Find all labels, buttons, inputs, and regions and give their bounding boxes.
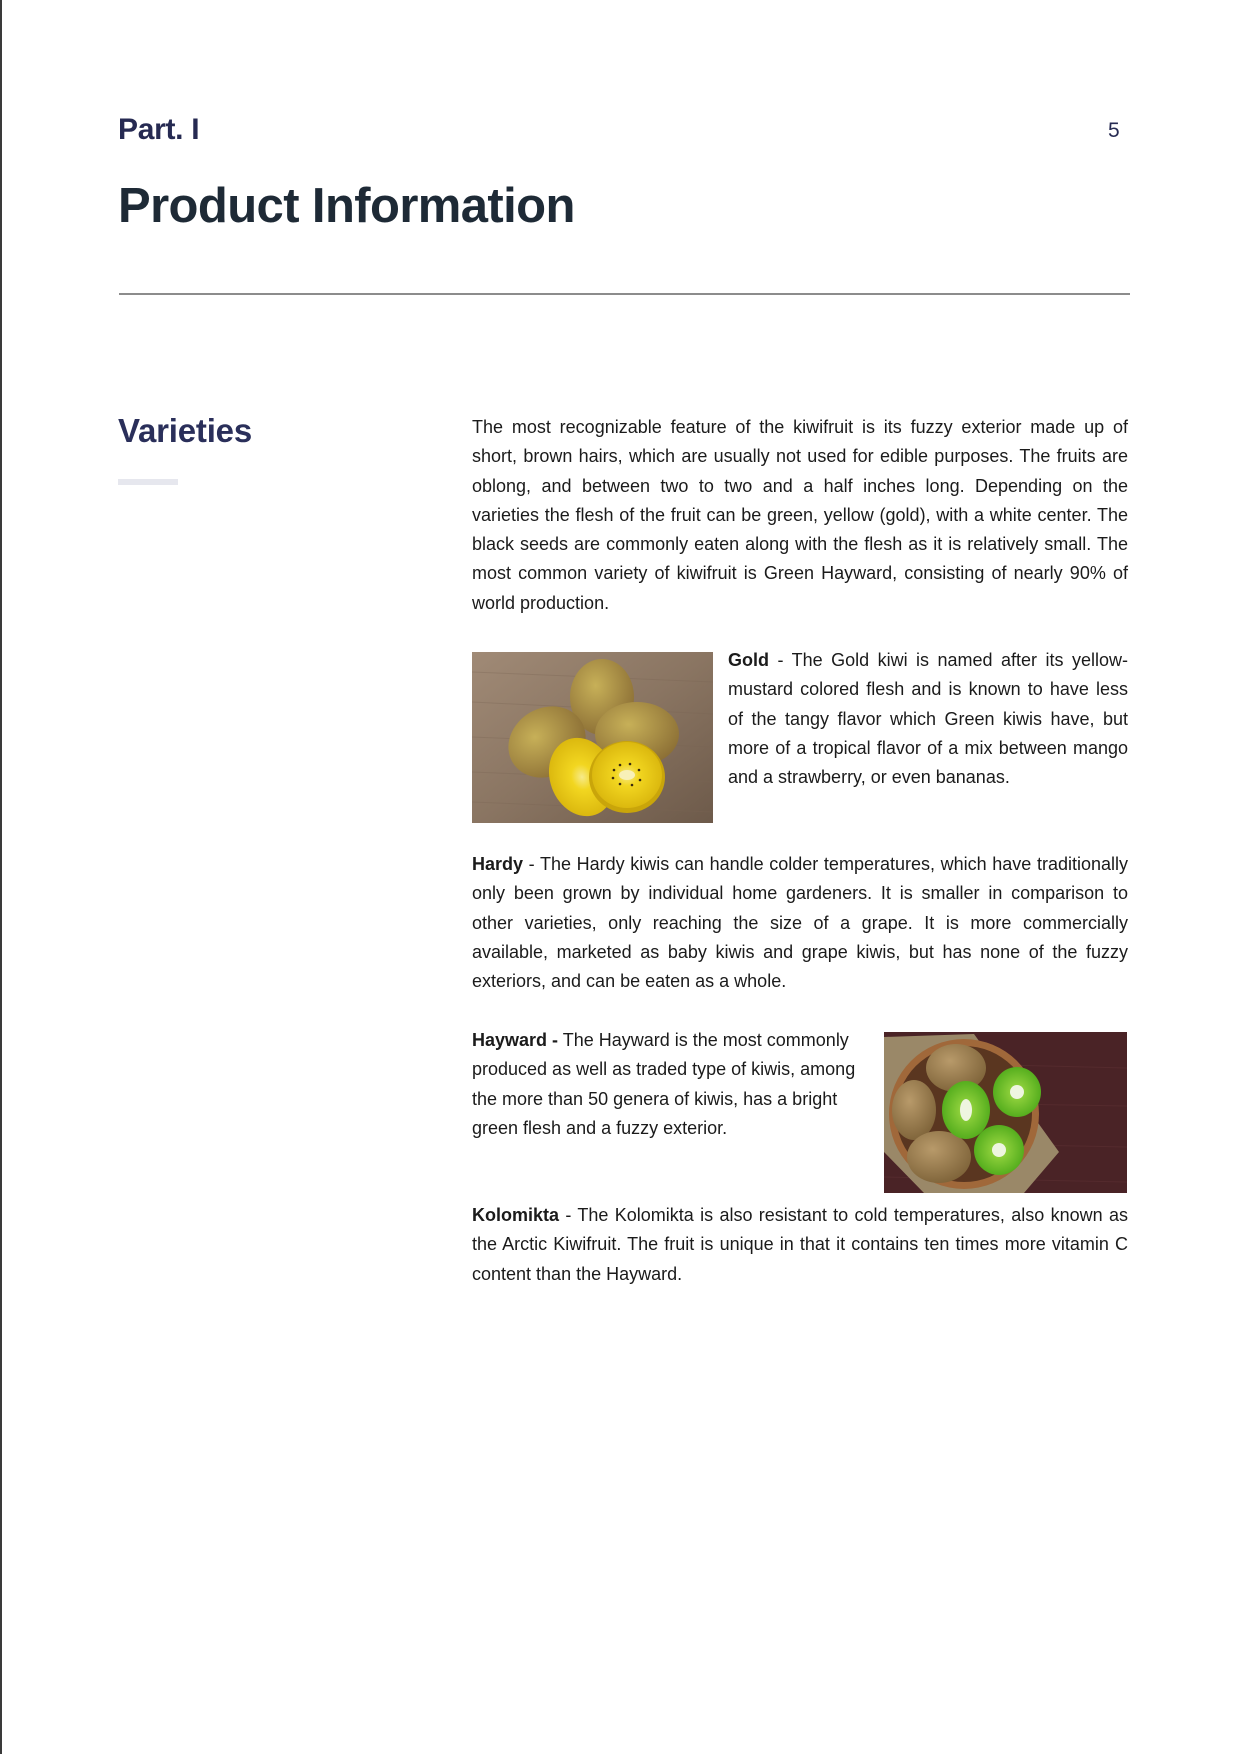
page-edge — [0, 0, 2, 1754]
intro-paragraph: The most recognizable feature of the kiwifruit is its fuzzy exterior made up of short, brown hairs, which are usually not used for edible purposes. The fruits are oblong, and between two to two and a half inches long. Depending on the varieties the flesh of the fruit can be green, yellow (gold), with a white center. The black seeds are commonly eaten along with the flesh as it is relatively small. The most common variety of kiwifruit is Green Hayward, consisting of nearly 90% of world production. — [472, 417, 1128, 613]
variety-hayward — [472, 1026, 872, 1143]
section-title: Varieties — [118, 412, 252, 449]
variety-name: Kolomikta — [472, 1205, 560, 1225]
variety-description: The Gold kiwi is named after its yellow-mustard colored flesh and is known to have less of the tangy flavor which Green kiwis have, but more of a tropical flavor of a mix between mango and a strawberry, or even bananas. — [728, 650, 1128, 788]
variety-kolomikta: Kolomikta - The Kolomikta is also resistant to cold temperatures, also known as the Arctic Kiwifruit. The fruit is unique in that it contains ten times more vitamin C content than the Hayward. — [472, 1205, 1129, 1284]
variety-name: Hayward - — [472, 1030, 559, 1050]
variety-name: Gold — [728, 650, 769, 670]
variety-description: The Hardy kiwis can handle colder temperatures, which have traditionally only been grown by individual home gardeners. It is smaller in comparison to other varieties, only reaching the size of a grape. It is more commercially available, marketed as baby kiwis and grape kiwis, but has none of the fuzzy exteriors, and can be eaten as a whole. — [472, 854, 1128, 992]
page-title: Product Information — [118, 179, 575, 233]
variety-gold: Gold - The Gold kiwi is named after its yellow-mustard colored flesh and is known to have less of the tangy flavor which Green kiwis have, but more of a tropical flavor of a mix between mango and a strawberry, or even bananas. — [728, 650, 1128, 788]
gold-kiwi-image — [472, 652, 713, 823]
header-divider — [119, 293, 1130, 295]
hayward-kiwi-image — [884, 1032, 1127, 1193]
variety-name: Hardy — [472, 854, 524, 874]
variety-hardy: Hardy - The Hardy kiwis can handle colder temperatures, which have traditionally only been grown by individual home gardeners. It is smaller in comparison to other varieties, only reaching the size of a grape. It is more commercially available, marketed as baby kiwis and grape kiwis, but has none of the fuzzy exteriors, and can be eaten as a whole. — [472, 854, 1128, 992]
section-accent-bar — [118, 479, 178, 485]
variety-description: The Kolomikta is also resistant to cold temperatures, also known as the Arctic Kiwifruit. The fruit is unique in that it contains ten times more vitamin C content than the Hayward. — [472, 1205, 1129, 1284]
variety-description: The Hayward is the most commonly produced as well as traded type of kiwis, among the more than 50 genera of kiwis, has a bright green flesh and a fuzzy exterior. — [472, 1030, 856, 1138]
part-label: Part. I — [118, 113, 200, 146]
page-number: 5 — [1108, 119, 1120, 142]
